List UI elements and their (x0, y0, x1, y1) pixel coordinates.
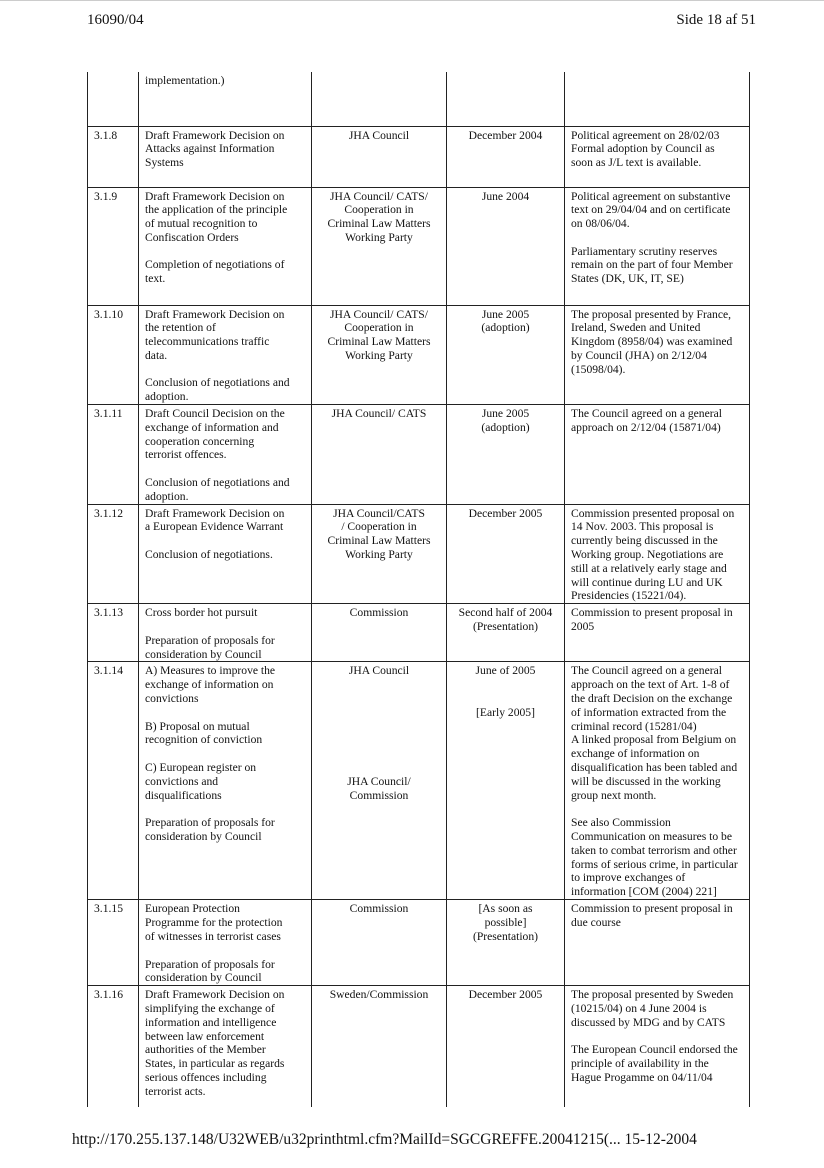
status-cell (565, 900, 750, 986)
measure-paragraph: Draft Framework Decision on a European Evidence Warrant (145, 506, 285, 534)
responsible-body-cell (312, 900, 447, 986)
status-paragraph: See also Commission Communication on measures to be taken to combat terrorism and other forms of serious crime, in particular to improve exchanges of information [COM (2004) 221] (571, 816, 738, 899)
status-cell (565, 405, 750, 505)
item-number: 3.1.16 (94, 988, 123, 1002)
responsible-body-paragraph: Commission (349, 902, 409, 916)
item-number-cell (88, 504, 139, 604)
item-number: 3.1.14 (94, 664, 123, 678)
deadline-cell (447, 662, 565, 900)
item-number: 3.1.10 (94, 307, 123, 321)
item-number: 3.1.12 (94, 506, 123, 520)
status-cell (565, 986, 750, 1107)
table-row (88, 900, 750, 986)
status-cell (565, 305, 750, 405)
status-paragraph: The proposal presented by France, Ireland, Sweden and United Kingdom (8958/04) was examined by Council (JHA) on 2/12/04 (15098/04). (571, 307, 733, 376)
deadline-cell (447, 504, 565, 604)
measure-paragraph: Conclusion of negotiations and adoption. (145, 376, 290, 404)
table-row (88, 405, 750, 505)
responsible-body-paragraph: JHA Council/ CATS (331, 407, 427, 421)
measure-paragraph: Conclusion of negotiations and adoption. (145, 476, 290, 503)
measure-paragraph: Preparation of proposals for consideration by Council (145, 957, 275, 985)
item-number: 3.1.8 (94, 128, 118, 142)
responsible-body-paragraph: Commission (349, 606, 409, 620)
responsible-body-cell (312, 662, 447, 900)
item-number-cell (88, 604, 139, 662)
measure-cell (139, 405, 312, 505)
measure-cell (139, 126, 312, 187)
responsible-body-paragraph: JHA Council/ CATS/ Cooperation in Criminal Law Matters Working Party (327, 307, 431, 362)
responsible-body-paragraph: JHA Council/ Commission (347, 774, 411, 802)
measure-paragraph: European Protection Programme for the protection of witnesses in terrorist cases (145, 902, 283, 944)
page-footer (72, 1131, 697, 1149)
deadline-cell (447, 900, 565, 986)
status-cell (565, 604, 750, 662)
responsible-body-cell (312, 187, 447, 305)
table-row (88, 662, 750, 900)
status-paragraph: Political agreement on 28/02/03 Formal adoption by Council as soon as J/L text is available. (571, 128, 720, 170)
measure-paragraph: Draft Framework Decision on Attacks against Information Systems (145, 128, 285, 170)
page-number: Side 18 af 51 (676, 12, 756, 28)
measure-paragraph: Conclusion of negotiations. (145, 548, 273, 562)
table-row (88, 504, 750, 604)
status-paragraph: Commission presented proposal on 14 Nov. 2003. This proposal is currently being discussed in the Working group. Negotiations are still at a relatively early stage and will continue during LU and UK Presidencies (15221/04). (571, 506, 735, 603)
measure-paragraph: Draft Framework Decision on simplifying the exchange of information and intelligence between law enforcement authorities of the Member States, in particular as regards serious offences including terrorist acts. (145, 988, 285, 1098)
status-paragraph: The Council agreed on a general approach on 2/12/04 (15871/04) (571, 407, 722, 434)
responsible-body-paragraph: JHA Council (348, 128, 410, 142)
table-row (88, 187, 750, 305)
status-cell (565, 126, 750, 187)
table-row (88, 986, 750, 1107)
measure-paragraph: C) European register on convictions and disqualifications (145, 761, 257, 802)
measure-paragraph: implementation.) (145, 74, 225, 87)
measure-paragraph: Draft Council Decision on the exchange of information and cooperation concerning terrorist offences. (145, 407, 285, 462)
deadline-paragraph: June 2004 (481, 189, 530, 203)
status-paragraph: Political agreement on substantive text on 29/04/04 and on certificate on 08/06/04. (571, 189, 731, 231)
measures-table-body (88, 72, 750, 1107)
responsible-body-cell (312, 604, 447, 662)
item-number: 3.1.15 (94, 902, 123, 916)
status-cell (565, 72, 750, 126)
responsible-body-cell (312, 504, 447, 604)
item-number-cell (88, 662, 139, 900)
status-paragraph: The proposal presented by Sweden (10215/04) on 4 June 2004 is discussed by MDG and by CATS (571, 988, 734, 1029)
status-paragraph: Commission to present proposal in 2005 (571, 606, 733, 634)
responsible-body-paragraph: JHA Council/CATS / Cooperation in Criminal Law Matters Working Party (327, 506, 431, 562)
status-paragraph: The Council agreed on a general approach on the text of Art. 1-8 of the draft Decision on the exchange of information extracted from the criminal record (15281/04) A linked proposal from Belgium on exchange of information on disqualification has been tabled and will be discussed in the working group next month. (571, 664, 738, 802)
measure-paragraph: Preparation of proposals for consideration by Council (145, 633, 275, 661)
item-number-cell (88, 187, 139, 305)
deadline-paragraph: December 2005 (468, 988, 543, 1002)
item-number-cell (88, 986, 139, 1107)
status-cell (565, 504, 750, 604)
footer-date: 15-12-2004 (624, 1131, 697, 1148)
measure-paragraph: Cross border hot pursuit (145, 606, 258, 620)
measure-cell (139, 986, 312, 1107)
measure-paragraph: A) Measures to improve the exchange of information on convictions (145, 664, 276, 706)
status-paragraph: Parliamentary scrutiny reserves remain on the part of four Member States (DK, UK, IT, SE) (571, 244, 733, 286)
measures-table (87, 72, 750, 1107)
item-number-cell (88, 72, 139, 126)
responsible-body-paragraph: Sweden/Commission (329, 988, 429, 1002)
responsible-body-paragraph: JHA Council/ CATS/ Cooperation in Criminal Law Matters Working Party (327, 189, 431, 244)
measure-cell (139, 72, 312, 126)
item-number: 3.1.9 (94, 189, 118, 203)
item-number: 3.1.13 (94, 606, 123, 620)
measure-cell (139, 604, 312, 662)
responsible-body-cell (312, 72, 447, 126)
item-number-cell (88, 900, 139, 986)
status-cell (565, 662, 750, 900)
deadline-paragraph: December 2005 (468, 506, 543, 520)
deadline-paragraph: [Early 2005] (476, 705, 535, 719)
measure-paragraph: B) Proposal on mutual recognition of conviction (145, 719, 263, 747)
deadline-paragraph: June 2005 (adoption) (481, 407, 530, 434)
responsible-body-cell (312, 986, 447, 1107)
responsible-body-cell (312, 126, 447, 187)
deadline-paragraph: [As soon as possible] (Presentation) (472, 902, 539, 944)
item-number: 3.1.11 (94, 407, 123, 421)
measure-paragraph: Completion of negotiations of text. (145, 258, 285, 286)
item-number-cell (88, 126, 139, 187)
measure-paragraph: Draft Framework Decision on the application of the principle of mutual recognition to Confiscation Orders (145, 189, 288, 244)
deadline-paragraph: June of 2005 (475, 664, 536, 678)
responsible-body-cell (312, 405, 447, 505)
deadline-cell (447, 72, 565, 126)
deadline-paragraph: December 2004 (468, 128, 543, 142)
deadline-cell (447, 187, 565, 305)
item-number-cell (88, 305, 139, 405)
deadline-paragraph: June 2005 (adoption) (481, 307, 530, 335)
status-paragraph: Commission to present proposal in due course (571, 902, 733, 930)
status-cell (565, 187, 750, 305)
deadline-cell (447, 305, 565, 405)
measure-cell (139, 305, 312, 405)
measure-cell (139, 662, 312, 900)
footer-url[interactable]: http://170.255.137.148/U32WEB/u32printhtml.cfm?MailId=SGCGREFFE.20041215(... (72, 1131, 621, 1148)
responsible-body-cell (312, 305, 447, 405)
deadline-cell (447, 405, 565, 505)
measure-paragraph: Draft Framework Decision on the retention of telecommunications traffic data. (145, 307, 285, 362)
document-reference: 16090/04 (87, 12, 144, 28)
table-row (88, 305, 750, 405)
status-paragraph: The European Council endorsed the principle of availability in the Hague Progamme on 04/11/04 (571, 1043, 738, 1084)
table-row (88, 72, 750, 126)
measure-cell (139, 187, 312, 305)
table-row (88, 604, 750, 662)
measure-paragraph: Preparation of proposals for consideration by Council (145, 816, 275, 843)
page-top-border (0, 0, 824, 1)
item-number-cell (88, 405, 139, 505)
responsible-body-paragraph: JHA Council (348, 664, 410, 678)
deadline-cell (447, 986, 565, 1107)
table-row (88, 126, 750, 187)
deadline-cell (447, 126, 565, 187)
deadline-cell (447, 604, 565, 662)
deadline-paragraph: Second half of 2004 (Presentation) (458, 606, 553, 634)
measure-cell (139, 504, 312, 604)
measure-cell (139, 900, 312, 986)
